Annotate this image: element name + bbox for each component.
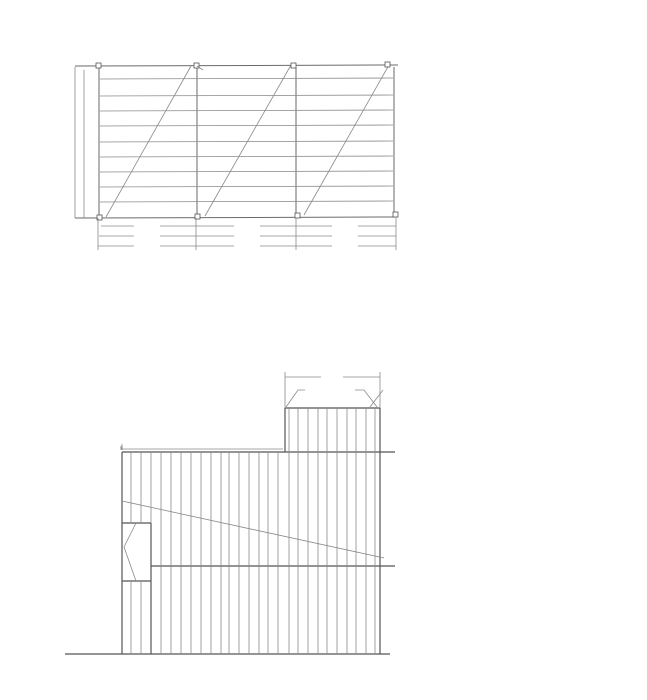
left-header-leader xyxy=(124,523,136,581)
floor-joists xyxy=(131,408,375,654)
top-edge-line xyxy=(75,65,398,66)
top-header-x-line xyxy=(370,390,383,407)
figure-1-drawing xyxy=(75,62,398,250)
diagonal-callout-2 xyxy=(205,65,291,216)
bottom-edge-line xyxy=(75,217,398,218)
diagonal-callout-3 xyxy=(304,65,389,215)
top-double-joist-leader xyxy=(286,390,305,407)
figure-2-drawing xyxy=(65,372,395,654)
joist-lines xyxy=(100,78,393,202)
floor-outline xyxy=(65,408,395,654)
